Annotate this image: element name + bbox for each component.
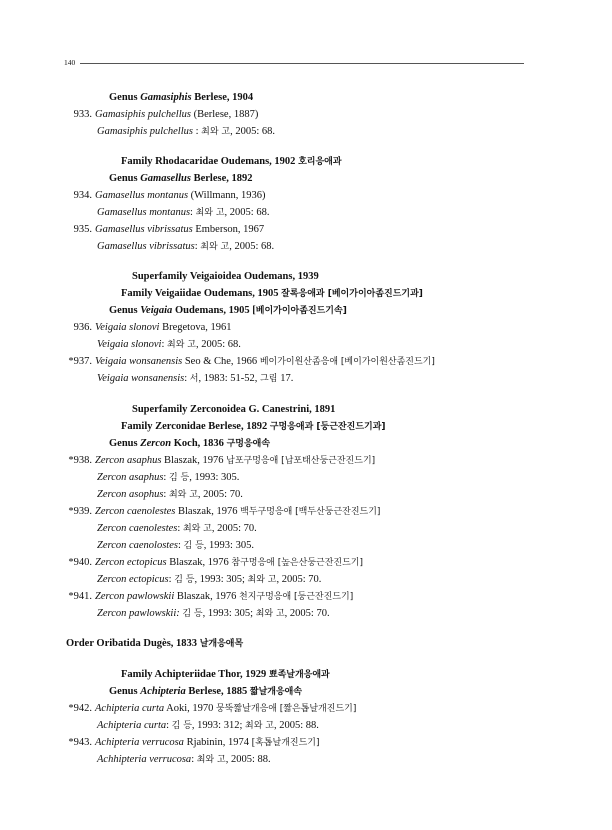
header-rule [80,63,524,64]
e936-main: 936. Veigaia slonovi Bregetova, 1961 [73,322,232,333]
e941-ref1: Zercon pawlowskii: 김 등, 1993: 305; 최와 고, 2005: 70. [97,608,330,619]
e938-ref1: Zercon asaphus: 김 등, 1993: 305. [97,472,240,483]
e943-main: *943. Achipteria verrucosa Rjabinin, 1974 [혹톱날개진드기] [68,737,320,748]
e934-main: 934. Gamasellus montanus (Willmann, 1936) [73,190,266,201]
e935-ref1: Gamasellus vibrissatus: 최와 고, 2005: 68. [97,241,275,252]
e940-main: *940. Zercon ectopicus Blaszak, 1976 참구멍응애 [높은산둥근잔진드기] [68,557,363,568]
genus-zercon: Genus Zercon Koch, 1836 구멍응애속 [109,438,271,449]
e938-ref2: Zercon asophus: 최와 고, 2005: 70. [97,489,243,500]
family-achipteriidae: Family Achipteriidae Thor, 1929 뾰족날개응애과 [121,669,330,680]
e936-ref1: Veigaia slonovi: 최와 고, 2005: 68. [97,339,241,350]
e942-ref1: Achipteria curta: 김 등, 1993: 312; 최와 고, 2005: 88. [97,720,319,731]
family-veigaiidae: Family Veigaiidae Oudemans, 1905 잘록응애과 [베이가이아좀진드기과] [121,288,423,299]
superfamily-zerconoidea: Superfamily Zerconoidea G. Canestrini, 1891 [132,404,336,415]
genus-gamasiphis: Genus Gamasiphis Berlese, 1904 [109,92,254,103]
e939-ref2: Zercon caenolostes: 김 등, 1993: 305. [97,540,254,551]
genus-gamasellus: Genus Gamasellus Berlese, 1892 [109,173,253,184]
e938-main: *938. Zercon asaphus Blaszak, 1976 납포구멍응애 [납포태산둥근잔진드기] [68,455,376,466]
e940-ref1: Zercon ectopicus: 김 등, 1993: 305; 최와 고, 2005: 70. [97,574,322,585]
e933-ref1: Gamasiphis pulchellus : 최와 고, 2005: 68. [97,126,276,137]
genus-achipteria: Genus Achipteria Berlese, 1885 짧날개응애속 [109,686,303,697]
e935-main: 935. Gamasellus vibrissatus Emberson, 1967 [73,224,265,235]
e939-main: *939. Zercon caenolestes Blaszak, 1976 백두구멍응애 [백두산둥근잔진드기] [68,506,381,517]
family-zerconidae: Family Zerconidae Berlese, 1892 구멍응애과 [둥근잔진드기과] [121,421,386,432]
e943-ref1: Achhipteria verrucosa: 최와 고, 2005: 88. [97,754,271,765]
superfamily-veigaioidea: Superfamily Veigaioidea Oudemans, 1939 [132,271,319,282]
e937-main: *937. Veigaia wonsanensis Seo & Che, 1966 베이가이원산좀응애 [베이가이원산좀진드기] [68,356,435,367]
e941-main: *941. Zercon pawlowskii Blaszak, 1976 천지구멍응애 [둥근잔진드기] [68,591,354,602]
order-oribatida: Order Oribatida Dugès, 1833 날개응애목 [66,638,244,649]
page-number: 140 [64,58,76,67]
e934-ref1: Gamasellus montanus: 최와 고, 2005: 68. [97,207,270,218]
e939-ref1: Zercon caenolestes: 최와 고, 2005: 70. [97,523,257,534]
e933-main: 933. Gamasiphis pulchellus (Berlese, 1887) [73,109,259,120]
genus-veigaia: Genus Veigaia Oudemans, 1905 [베이가이아좀진드기속] [109,305,347,316]
e937-ref1: Veigaia wonsanensis: 서, 1983: 51-52, 그림 17. [97,373,294,384]
e942-main: *942. Achipteria curta Aoki, 1970 뭉뚝짧날개응애 [짧은톱날개진드기] [68,703,357,714]
family-rhodacaridae: Family Rhodacaridae Oudemans, 1902 호리응애과 [121,156,342,167]
